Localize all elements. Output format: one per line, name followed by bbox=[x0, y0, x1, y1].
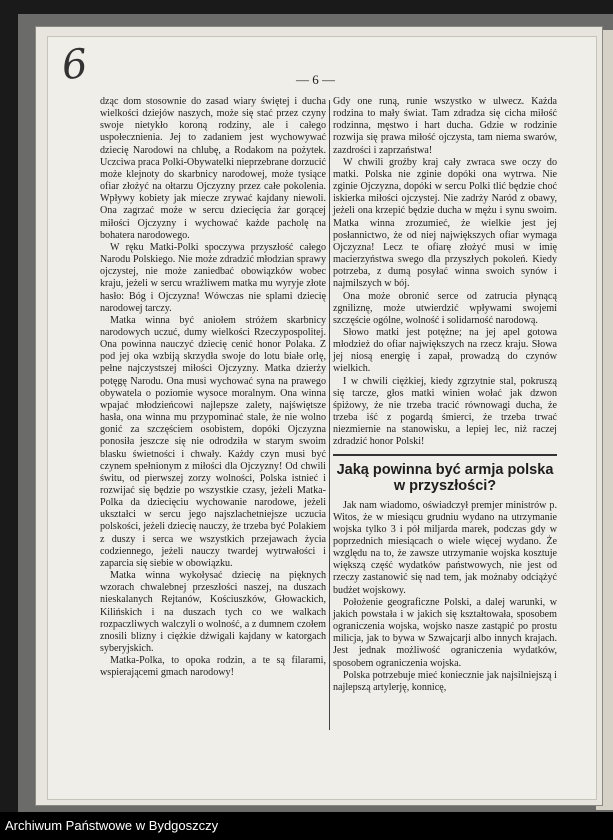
archive-name: Archiwum Państwowe w Bydgoszczy bbox=[5, 818, 219, 833]
paragraph: Polska potrzebuje mieć koniecznie jak najsilniejszą i najlepszą artylerję, konnicę, bbox=[333, 669, 557, 693]
paragraph: Gdy one runą, runie wszystko w ulwecz. Każda rodzina to mały świat. Tam zdradza się cicha miłość rodzinna, męstwo i hart ducha. Gdzie w rodzinie rozwija się prawa miłość ojczysta, tam niema swarów, zazdrości i zaprzaństwa! bbox=[333, 96, 557, 156]
left-column bbox=[100, 96, 326, 680]
paragraph: Matka-Polka, to opoka rodzin, a te są filarami, wspierającemi gmach narodowy! bbox=[100, 655, 326, 679]
paragraph: I w chwili ciężkiej, kiedy zgrzytnie stal, pokruszą się tarcze, głos matki winien wołać jak dzwon śpiżowy, że nie trzeba tracić równowagi ducha, że trzeba iść z pogardą śmierci, że trzeba trwać niezmiernie na stanowisku, a lepiej lec, niż raczej zdradzić honor Polski! bbox=[333, 375, 557, 448]
archive-footer bbox=[0, 812, 613, 840]
page-number: — 6 — bbox=[296, 72, 335, 87]
paragraph: Matka winna wykołysać dziecię na pięknych wzorach chwalebnej przeszłości naszej, na duszach nieskalanych Rejtanów, Kościuszków, Głowackich, Kilińskich i na duszach tych co we walkach rozpaczliwych walczyli o wolność, a z dumnem czołem znosili blizny i ciężkie dźwigali kajdany w katorgach syberyjskich. bbox=[100, 570, 326, 655]
paragraph: Położenie geograficzne Polski, a dalej warunki, w jakich powstała i w jakich się kształtowała, sposobem ograniczenia wojska, wojsko nasze zastąpić po prostu milicja, jak to bywa w Szwajcarji albo innych krajach. Jest jednak możliwość ograniczenia wydatków, sposobem ograniczenia wojska. bbox=[333, 596, 557, 669]
column-divider bbox=[329, 100, 330, 730]
article-separator bbox=[333, 454, 557, 456]
article-title: Jaką powinna być armja polska w przyszłości? bbox=[336, 461, 554, 494]
paragraph: dząc dom stosownie do zasad wiary świętej i ducha wielkości dziejów naszych, może się stać przez czyny swoje nietykło koroną rodziny, ale i całego uspołecznienia. Jej to zadaniem jest wychowywać dziecię Narodowi na chlubę, a Rodakom na pożytek. Uczciwa praca Polki-Obywatelki nieprzebrane dorzucić może klejnoty do skarbnicy narodowej, może tysiące ofiar złożyć na ołtarzu Ojczyzny przez całe pokolenia. Wpływy kobiety jak miecze zrywać kajdany niewoli. Ona zagrzać może w sercu dziecięcia żar gorącej miłości Ojczyzny i wychować każde pacholę na bohatera narodowego. bbox=[100, 96, 326, 241]
paragraph: Słowo matki jest potężne; na jej apel gotowa młodzież do ofiar największych na rzecz kraju. Słowa jej niosą energię i zapał, prowadzą do czynów wielkich. bbox=[333, 326, 557, 375]
right-column bbox=[333, 96, 557, 694]
handwritten-page-mark: 6 bbox=[59, 40, 90, 90]
paragraph: W ręku Matki-Polki spoczywa przyszłość całego Narodu Polskiego. Nie może zdradzić młodzian sprawy ojczystej, nie może zaniedbać obowiązków wobec kraju, jeżeli w sercu wrażliwem matka mu wyryje złote hasło: Bóg i Ojczyzna! Wówczas nie splami dziecię narodowej tarczy. bbox=[100, 241, 326, 314]
paragraph: Matka winna być aniołem stróżem skarbnicy narodowych uczuć, dumy wielkości Rzeczypospolitej. Ona powinna nauczyć dziecię cenić honor Polaka. Z pod jej oka wzbiją skrzydła swoje do lotu białe orlę, pełne najczystszej miłości Ojczyzny. Matka dzierży potęgę Narodu. Ona musi wychować syna na prawego obywatela o poziomie wysoce moralnym. Ona winna wpajać młodzieńcowi najlepsze zalety, najświętsze hasła, ona winna mu przypominać stale, że nie wolno gonić za szczęściem osobistem, dopóki Ojczyzna ponosiła jeszcze się nie odrodziła w starym swoim blasku świetności i chwały. Każdy czyn musi być czynem spełnionym z miłości dla Ojczyzny! Od chwili świtu, od pierwszej zorzy wolności, Polska istnieć i rozwijać się będzie po wszystkie czasy, jeżeli Matka-Polka da dziecięciu wychowanie narodowe, jeżeli ukształci w sercu jego najszlachetniejsze uczucia polskości, jeżeli dziecię nauczy, że trzeba być Polakiem z duszy i serca we wszystkich przejawach życia codziennego, jeżeli nauczy twardej wytrwałości i zaparcia się siebie w obowiązku. bbox=[100, 314, 326, 569]
paragraph: Jak nam wiadomo, oświadczył premjer ministrów p. Witos, że w miesiącu grudniu wydano na utrzymanie wojska tylko 3 i pół miljarda marek, podczas gdy w poprzednich miesiącach o wiele więcej wydano. Że względu na to, że zawsze utrzymanie wojska kosztuje większą część wydatków państwowych, nie jest od rzeczy zastanowić się nad tem, jak możnaby odciążyć budżet wojskowy. bbox=[333, 499, 557, 596]
paragraph: W chwili groźby kraj cały zwraca swe oczy do matki. Polska nie zginie dopóki ona wytrwa. Nie zginie Ojczyzna, dopóki w sercu Polki tlić będzie choć iskierka miłości ojczystej. Nie zadrży Naród z obawy, jeżeli ona krzepić będzie ducha w mężu i synu swoim. Matka winna zrozumieć, że wielkie jest jej posłannictwo, że od niej największych ofiar wymaga Ojczyzna! Lecz te ofiarę złożyć musi w imię macierzyństwa swego dla przyszłych pokoleń. Kiedy potrzeba, z dumą posyłać winna swoich synów i najmilszych w bój. bbox=[333, 156, 557, 290]
paragraph: Ona może obronić serce od zatrucia płynącą zgniliznę, może utwierdzić wpływami swojemi szczęście ogólne, wolność i solidarność narodową. bbox=[333, 290, 557, 326]
